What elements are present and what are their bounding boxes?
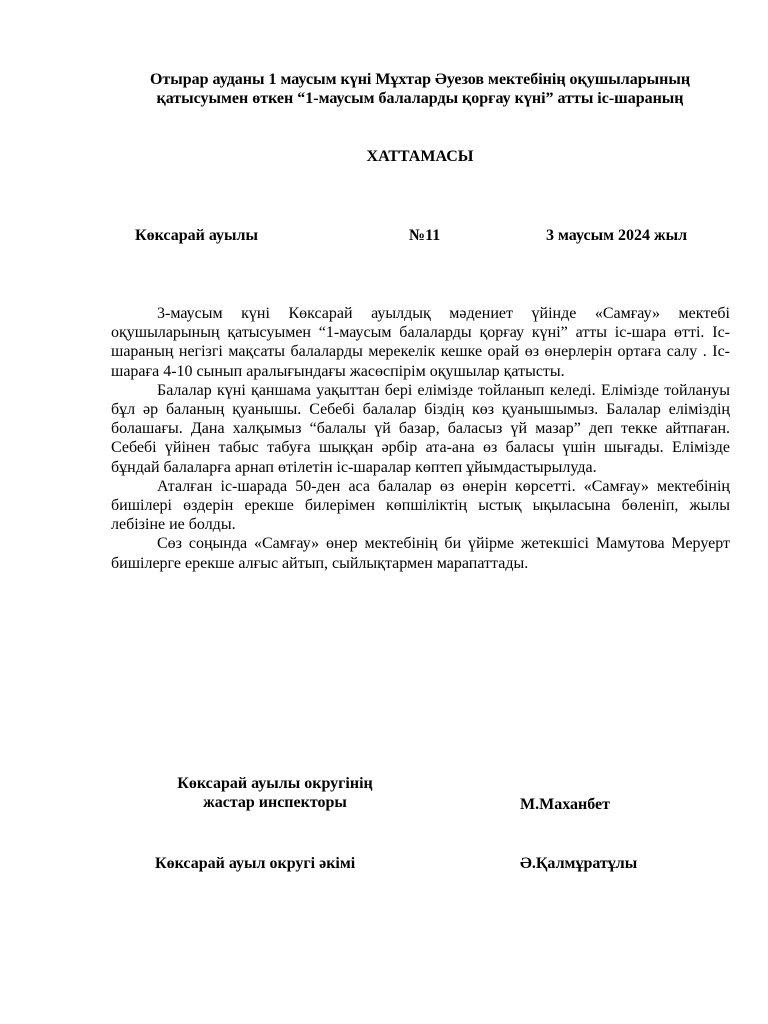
signature-2-title: Көксарай ауыл округі әкімі [155, 855, 356, 872]
heading-line-2: қатысуымен өткен “1-маусым балаларды қорғау күні” атты іс-шараның [156, 90, 684, 107]
document-title: ХАТТАМАСЫ [366, 148, 474, 165]
meta-date: 3 маусым 2024 жыл [546, 227, 688, 244]
signature-1-title [155, 774, 395, 812]
body-paragraph: Аталған іс-шарада 50-ден аса балалар өз өнерін көрсетті. «Самғау» мектебінің бишілері өздерін ерекше билерімен көпшіліктің ыстық ықыласына бөленіп, жылы лебізіне ие болды. [111, 477, 730, 534]
signature-2-name: Ә.Қалмұратұлы [520, 855, 638, 872]
meta-number: №11 [409, 227, 441, 244]
signature-1-title-line-1: Көксарай ауылы округінің [177, 775, 373, 792]
heading-line-1: Отырар ауданы 1 маусым күні Мұхтар Әуезов мектебінің оқушыларының [149, 71, 691, 88]
body-paragraph: 3-маусым күні Көксарай ауылдық мәдениет үйінде «Самғау» мектебі оқушыларының қатысуымен “1-маусым балаларды қорғау күні” атты іс-шара өтті. Іс-шараның негізгі мақсаты балаларды мерекелік кешке орай өз өнерлерін ортаға салу . Іс-шараға 4-10 сынып аралығындағы жасөспірім оқушылар қатысты. [111, 305, 730, 380]
body-paragraph: Сөз соңында «Самғау» өнер мектебінің би үйірме жетекшісі Мамутова Меруерт бишілерге ерекше алғыс айтып, сыйлықтармен марапаттады. [111, 535, 730, 572]
document-heading [60, 70, 768, 108]
signature-1-title-line-2: жастар инспекторы [203, 794, 347, 811]
signature-1-name: М.Маханбет [520, 796, 610, 813]
document-body [111, 304, 730, 573]
body-paragraph: Балалар күні қаншама уақыттан бері елімізде тойланып келеді. Елімізде тойлануы бұл әр баланың қуанышы. Себебі балалар біздің көз қуанышымыз. Балалар еліміздің болашағы. Дана халқымыз “балалы үй базар, баласыз үй мазар” деп текке айтпаған. Себебі үйінен табыс табуға шыққан әрбір ата-ана өз баласы үшін шығады. Елімізде бұндай балаларға арнап өтілетін іс-шаралар көптеп ұйымдастырылуда. [111, 381, 730, 476]
meta-place: Көксарай ауылы [135, 227, 258, 244]
